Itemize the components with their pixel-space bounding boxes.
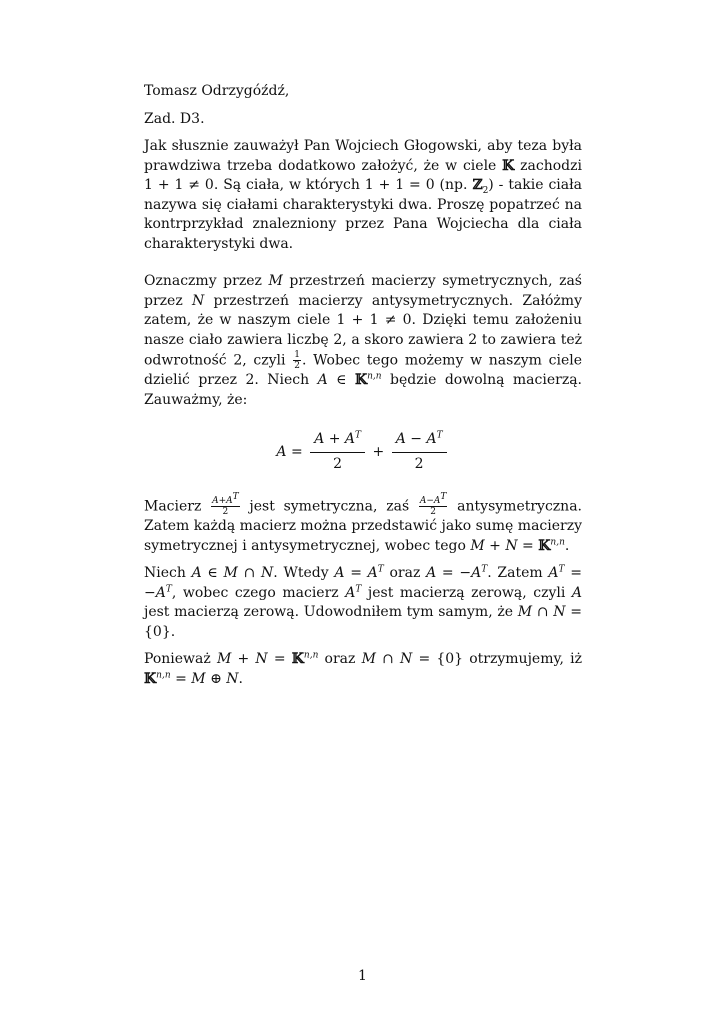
task-label: Zad. D3. [144, 110, 205, 127]
paragraph-definitions: Oznaczmy przez M przestrzeń macierzy symetrycznych, zaś przez N przestrzeń macierzy antysymetrycznych. Załóżmy zatem, że w naszym ciele 1 + 1 ≠ 0. Dzięki temu założeniu nasze ciało zawiera liczbę 2, a skoro zawiera 2 to zawiera też odwrotność 2, czyli $\frac{1}{2}$ . Wobec tego możemy w naszym ciele dzielić przez 2. Niech A ∈ 𝕂$^{n,n}$ będzie dowolną macierzą. Zauważmy, że: [144, 273, 582, 408]
antisymmetric-part-fraction: $\frac{A - A^T}{2}$ [392, 430, 447, 474]
paragraph-decomposition: Macierz $\frac{A+A^T}{2}$ jest symetryczna, zaś $\frac{A-A^T}{2}$ antysymetryczna. Zatem każdą macierz można przedstawić jako sumę macierzy symetrycznej i antysymetrycznej, wobec tego M + N = 𝕂$^{n,n}$. [144, 492, 582, 554]
document-body [144, 82, 582, 697]
inline-fraction-antisymmetric: $\frac{A-A^T}{2}$ [419, 492, 447, 517]
inline-fraction-symmetric: $\frac{A+A^T}{2}$ [212, 492, 239, 517]
author-line: Tomasz Odrzygóźdź, [144, 83, 290, 99]
display-equation: A = $\frac{A + A^T}{2}$ + $\frac{A - A^T}{2}$ [144, 430, 582, 474]
symmetric-part-fraction: $\frac{A + A^T}{2}$ [310, 430, 365, 474]
page-number: 1 [358, 968, 367, 984]
paragraph-intersection: Niech A ∈ M ∩ N. Wtedy $A = A^T$ oraz $A = -A^T$. Zatem $A^T = -A^T$, wobec czego macierz $A^T$ jest macierzą zerową, czyli A jest macierzą zerową. Udowodniłem tym samym, że M ∩ N = {0}. [144, 564, 583, 640]
fraction-one-half: $\frac{1}{2}$ [294, 350, 300, 371]
paragraph-conclusion: Ponieważ M + N = 𝕂$^{n,n}$ oraz M ∩ N = {0} otrzymujemy, iż 𝕂$^{n,n}$ = M ⊕ N. [144, 650, 583, 687]
paragraph-characteristic-note: Jak słusznie zauważył Pan Wojciech Głogowski, aby teza była prawdziwa trzeba dodatkowo założyć, że w ciele 𝕂 zachodzi 1 + 1 ≠ 0. Są ciała, w których 1 + 1 = 0 (np. ℤ$_2$) - takie ciała nazywa się ciałami charakterystyki dwa. Proszę popatrzeć na kontrprzykład znalezniony przez Pana Wojciecha dla ciała charakterystyki dwa. [144, 138, 582, 252]
